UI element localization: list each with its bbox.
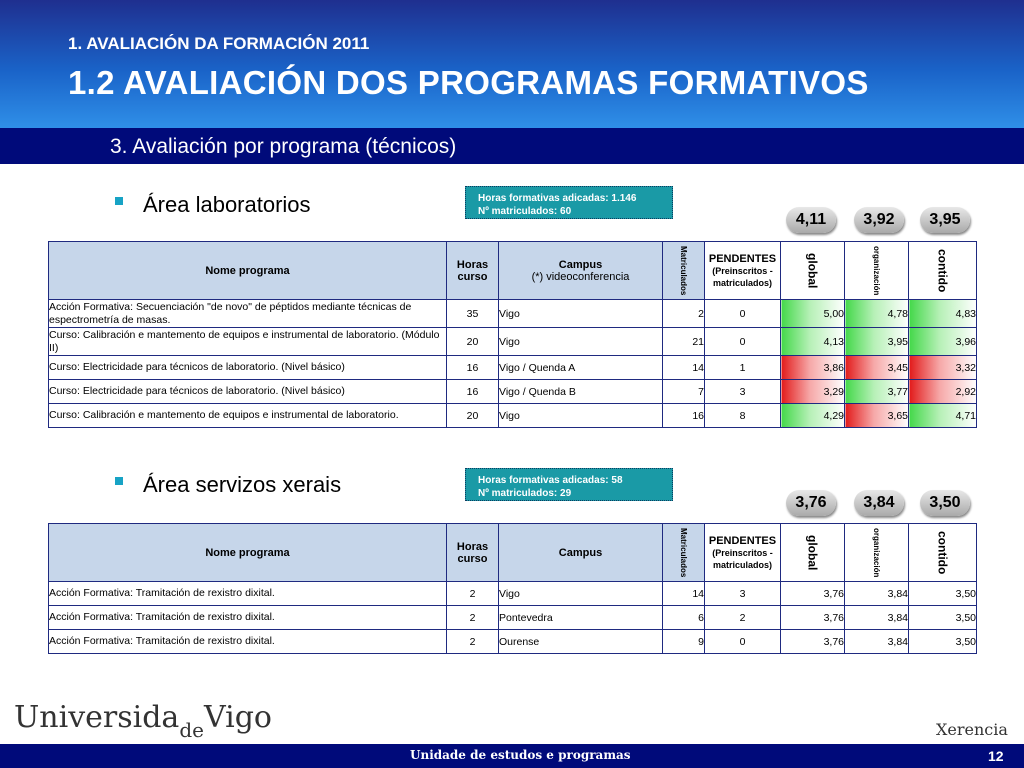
cell-pendentes: 1: [705, 356, 781, 380]
cell-pendentes: 0: [705, 328, 781, 356]
col-pendentes: [705, 524, 781, 582]
table-row: [49, 630, 977, 654]
cell-matriculados: 14: [663, 356, 705, 380]
cell-pendentes: 0: [705, 630, 781, 654]
info-hours: Horas formativas adicadas: 58: [478, 475, 623, 486]
cell-contido: 3,50: [909, 582, 977, 606]
cell-contido: 2,92: [909, 380, 977, 404]
cell-matriculados: 2: [663, 300, 705, 328]
table-row: [49, 356, 977, 380]
cell-horas: 20: [447, 328, 499, 356]
score-contido: 3,50: [920, 490, 970, 516]
bullet-icon: [115, 477, 123, 485]
col-matriculados-label: Matriculados: [679, 245, 688, 296]
cell-campus: Vigo: [499, 300, 663, 328]
cell-horas: 20: [447, 404, 499, 428]
xerencia-label: Xerencia: [936, 720, 1008, 739]
cell-nome: Acción Formativa: Tramitación de rexistro dixital.: [49, 582, 447, 606]
cell-nome: Curso: Calibración e mantemento de equipos e instrumental de laboratorio. (Módulo II): [49, 328, 447, 356]
university-logo: [14, 700, 272, 742]
cell-nome: Curso: Calibración e mantemento de equipos e instrumental de laboratorio.: [49, 404, 447, 428]
cell-nome: Curso: Electricidade para técnicos de laboratorio. (Nivel básico): [49, 356, 447, 380]
page-number: 12: [988, 748, 1004, 764]
score-organizacion: 3,84: [854, 490, 904, 516]
cell-matriculados: 6: [663, 606, 705, 630]
col-global-label: global: [805, 252, 820, 289]
cell-global: 3,76: [781, 630, 845, 654]
logo-text-universida: Universida: [14, 700, 180, 735]
cell-campus: Vigo: [499, 582, 663, 606]
col-matriculados: [663, 524, 705, 582]
area-servizos-xerais-info-box: [465, 468, 673, 501]
cell-campus: Vigo / Quenda A: [499, 356, 663, 380]
col-global-label: global: [805, 534, 820, 571]
cell-pendentes: 0: [705, 300, 781, 328]
cell-global: 4,13: [781, 328, 845, 356]
page-subtitle: 3. Avaliación por programa (técnicos): [110, 135, 457, 158]
cell-organizacion: 3,84: [845, 582, 909, 606]
cell-horas: 2: [447, 630, 499, 654]
col-nome-programa: Nome programa: [49, 524, 447, 582]
table-row: [49, 582, 977, 606]
area-laboratorios-info-box: [465, 186, 673, 219]
area-laboratorios-table: [48, 241, 977, 428]
cell-matriculados: 7: [663, 380, 705, 404]
cell-campus: Vigo: [499, 328, 663, 356]
cell-organizacion: 3,84: [845, 630, 909, 654]
area-laboratorios-label: Área laboratorios: [143, 192, 311, 217]
cell-contido: 4,71: [909, 404, 977, 428]
col-global: [781, 242, 845, 300]
cell-global: 4,29: [781, 404, 845, 428]
info-enrolled: Nº matriculados: 60: [478, 206, 572, 217]
col-horas-curso: Horas curso: [447, 524, 499, 582]
cell-global: 3,29: [781, 380, 845, 404]
cell-pendentes: 3: [705, 380, 781, 404]
col-pendentes-label: PENDENTES: [708, 252, 777, 265]
cell-horas: 35: [447, 300, 499, 328]
cell-organizacion: 3,77: [845, 380, 909, 404]
area-servizos-xerais-label: Área servizos xerais: [143, 472, 342, 497]
cell-organizacion: 3,45: [845, 356, 909, 380]
table-row: [49, 380, 977, 404]
cell-organizacion: 3,84: [845, 606, 909, 630]
score-contido: 3,95: [920, 207, 970, 233]
cell-pendentes: 2: [705, 606, 781, 630]
cell-campus: Vigo: [499, 404, 663, 428]
cell-matriculados: 9: [663, 630, 705, 654]
logo-text-de: de: [179, 718, 204, 742]
score-global: 4,11: [786, 207, 836, 233]
info-enrolled: Nº matriculados: 29: [478, 488, 572, 499]
cell-pendentes: 3: [705, 582, 781, 606]
cell-campus: Ourense: [499, 630, 663, 654]
col-organizacion: [845, 524, 909, 582]
col-campus-note: (*) videoconferencia: [531, 270, 630, 283]
table-row: [49, 404, 977, 428]
table-header-row: [49, 524, 977, 582]
bullet-icon: [115, 197, 123, 205]
cell-contido: 3,50: [909, 606, 977, 630]
col-horas-curso: Horas curso: [447, 242, 499, 300]
cell-nome: Curso: Electricidade para técnicos de laboratorio. (Nivel básico): [49, 380, 447, 404]
cell-contido: 4,83: [909, 300, 977, 328]
col-contido: [909, 242, 977, 300]
area-servizos-xerais-table: [48, 523, 977, 654]
footer-unit-label: Unidade de estudos e programas: [410, 748, 631, 762]
cell-contido: 3,96: [909, 328, 977, 356]
table-header-row: [49, 242, 977, 300]
col-campus-label: Campus: [558, 258, 603, 271]
col-matriculados-label: Matriculados: [679, 527, 688, 578]
cell-campus: Pontevedra: [499, 606, 663, 630]
cell-global: 5,00: [781, 300, 845, 328]
col-campus: [499, 242, 663, 300]
col-pendentes-label: PENDENTES: [708, 534, 777, 547]
cell-matriculados: 16: [663, 404, 705, 428]
col-organizacion-label: organización: [872, 527, 881, 578]
col-organizacion: [845, 242, 909, 300]
cell-horas: 16: [447, 356, 499, 380]
table-row: [49, 606, 977, 630]
info-hours: Horas formativas adicadas: 1.146: [478, 193, 637, 204]
score-global: 3,76: [786, 490, 836, 516]
cell-global: 3,76: [781, 606, 845, 630]
section-supertitle: 1. AVALIACIÓN DA FORMACIÓN 2011: [68, 34, 370, 53]
col-nome-programa: Nome programa: [49, 242, 447, 300]
page-title: 1.2 AVALIACIÓN DOS PROGRAMAS FORMATIVOS: [68, 64, 869, 101]
col-global: [781, 524, 845, 582]
table-row: [49, 300, 977, 328]
cell-campus: Vigo / Quenda B: [499, 380, 663, 404]
table-row: [49, 328, 977, 356]
cell-organizacion: 4,78: [845, 300, 909, 328]
cell-nome: Acción Formativa: Tramitación de rexistro dixital.: [49, 606, 447, 630]
col-organizacion-label: organización: [872, 245, 881, 296]
cell-nome: Acción Formativa: Secuenciación "de novo" de péptidos mediante técnicas de espectrometría de masas.: [49, 300, 447, 328]
cell-organizacion: 3,65: [845, 404, 909, 428]
col-contido-label: contido: [935, 530, 950, 575]
cell-pendentes: 8: [705, 404, 781, 428]
cell-global: 3,76: [781, 582, 845, 606]
col-pendentes-note: (Preinscritos - matriculados): [712, 265, 773, 288]
cell-contido: 3,50: [909, 630, 977, 654]
col-pendentes: [705, 242, 781, 300]
score-organizacion: 3,92: [854, 207, 904, 233]
col-contido: [909, 524, 977, 582]
cell-organizacion: 3,95: [845, 328, 909, 356]
col-contido-label: contido: [935, 248, 950, 293]
cell-nome: Acción Formativa: Tramitación de rexistro dixital.: [49, 630, 447, 654]
cell-contido: 3,32: [909, 356, 977, 380]
cell-horas: 2: [447, 582, 499, 606]
cell-global: 3,86: [781, 356, 845, 380]
logo-text-vigo: Vigo: [203, 700, 272, 735]
col-matriculados: [663, 242, 705, 300]
cell-matriculados: 21: [663, 328, 705, 356]
col-pendentes-note: (Preinscritos - matriculados): [712, 547, 773, 570]
cell-horas: 16: [447, 380, 499, 404]
cell-horas: 2: [447, 606, 499, 630]
col-campus: Campus: [499, 524, 663, 582]
cell-matriculados: 14: [663, 582, 705, 606]
